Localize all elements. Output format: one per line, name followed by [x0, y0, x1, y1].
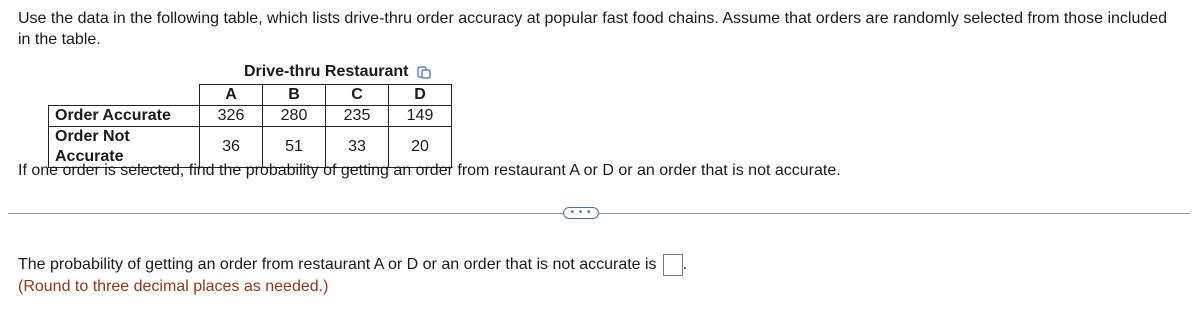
answer-line	[18, 254, 687, 276]
table-cell: 33	[326, 127, 389, 168]
column-header-b: B	[263, 85, 326, 106]
answer-suffix: .	[682, 256, 688, 273]
table-cell: 326	[200, 106, 263, 127]
data-table	[48, 84, 452, 168]
row-label-order-not-accurate: Order Not Accurate	[49, 127, 200, 168]
table-title	[244, 62, 432, 82]
column-header-d: D	[389, 85, 452, 106]
copy-data-icon[interactable]	[416, 64, 432, 80]
question-text: If one order is selected, find the probability of getting an order from restaurant A or D or an order that is not accurate.	[18, 162, 841, 179]
table-title-text: Drive-thru Restaurant	[244, 63, 409, 80]
table-cell: 235	[326, 106, 389, 127]
table-row	[49, 106, 452, 127]
table-cell: 149	[389, 106, 452, 127]
answer-prompt: The probability of getting an order from restaurant A or D or an order that is not accurate is	[18, 256, 657, 273]
table-cell: 20	[389, 127, 452, 168]
table-cell: 51	[263, 127, 326, 168]
column-header-a: A	[200, 85, 263, 106]
rounding-note: (Round to three decimal places as needed.)	[18, 278, 329, 295]
section-divider	[8, 213, 1190, 214]
table-corner-cell	[49, 85, 200, 106]
intro-text: Use the data in the following table, which lists drive-thru order accuracy at popular fast food chains. Assume that orders are randomly selected from those included in the table.	[18, 10, 1168, 48]
row-label-order-accurate: Order Accurate	[49, 106, 200, 127]
table-cell: 36	[200, 127, 263, 168]
table-header-row	[49, 85, 452, 106]
answer-input[interactable]	[663, 254, 683, 276]
table-cell: 280	[263, 106, 326, 127]
column-header-c: C	[326, 85, 389, 106]
expand-more-button[interactable]: • • •	[563, 207, 599, 219]
